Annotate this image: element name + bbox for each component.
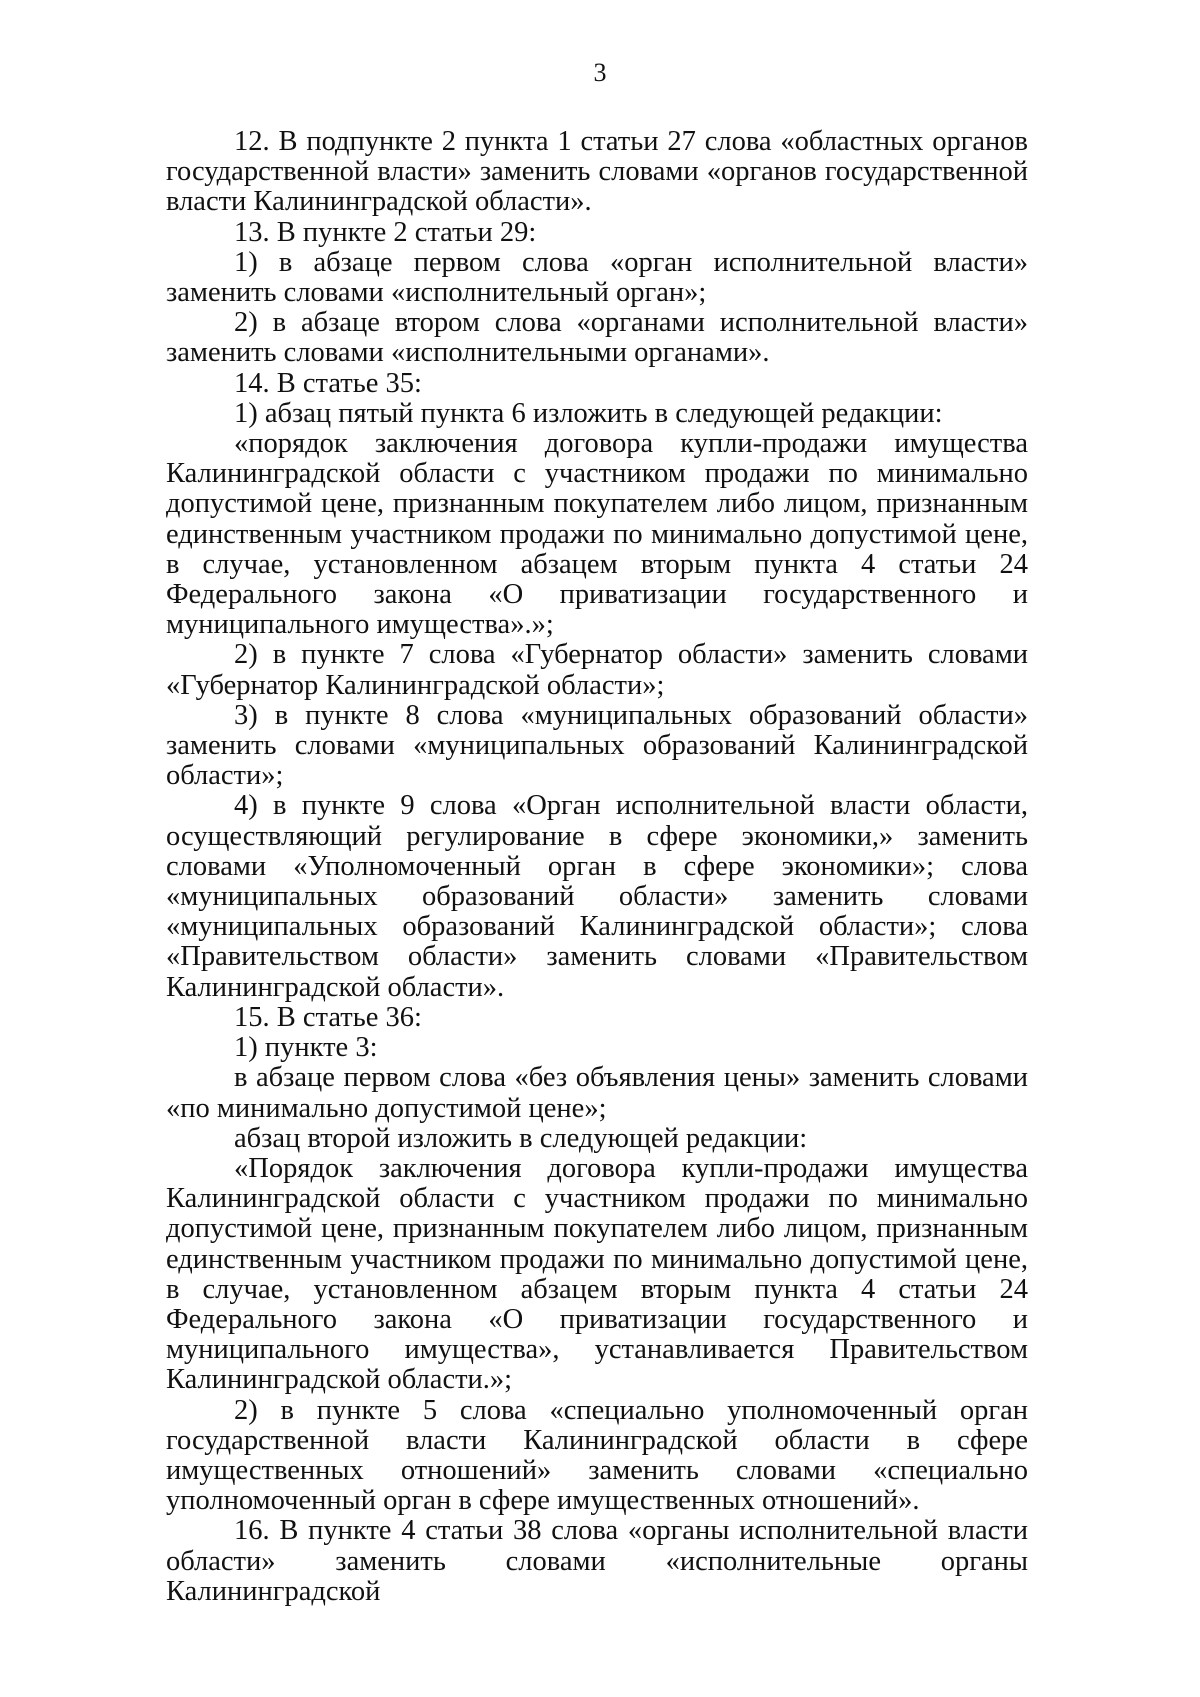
- paragraph-item-15: 15. В статье 36:: [234, 1001, 422, 1033]
- paragraph-item-12: 12. В подпункте 2 пункта 1 статьи 27 слова «областных органов государственной власти» заменить словами «органов государственной власти Калининградской области».: [166, 126, 1028, 218]
- paragraph-15-quote: «Порядок заключения договора купли-продажи имущества Калининградской области с участником продажи по минимально допустимой цене, признанным покупателем либо лицом, признанным единственным участником продажи по минимально допустимой цене, в случае, установленном абзацем вторым пункта 4 статьи 24 Федерального закона «О приватизации государственного и муниципального имущества», устанавливается Правительством Калининградской области.»;: [166, 1152, 1028, 1396]
- paragraph-15-abzac-1: в абзаце первом слова «без объявления цены» заменить словами «по минимально допустимой цене»;: [166, 1062, 1028, 1124]
- paragraph-item-13: 13. В пункте 2 статьи 29:: [234, 216, 537, 248]
- paragraph-14-sub-2: 2) в пункте 7 слова «Губернатор области» заменить словами «Губернатор Калининградской области»;: [166, 639, 1028, 701]
- paragraph-14-sub-3: 3) в пункте 8 слова «муниципальных образований области» заменить словами «муниципальных образований Калининградской области»;: [166, 699, 1028, 792]
- paragraph-15-sub-1: 1) пункте 3:: [234, 1032, 378, 1064]
- paragraph-14-quote: «порядок заключения договора купли-продажи имущества Калининградской области с участником продажи по минимально допустимой цене, признанным покупателем либо лицом, признанным единственным участником продажи по минимально допустимой цене, в случае, установленном абзацем вторым пункта 4 статьи 24 Федерального закона «О приватизации государственного и муниципального имущества».»;: [166, 428, 1028, 641]
- paragraph-item-14: 14. В статье 35:: [234, 367, 422, 399]
- paragraph-item-16: 16. В пункте 4 статьи 38 слова «органы исполнительной власти области» заменить словами «исполнительные органы Калининградской: [166, 1515, 1028, 1607]
- paragraph-15-abzac-2: абзац второй изложить в следующей редакции:: [234, 1122, 808, 1154]
- paragraph-14-sub-4: 4) в пункте 9 слова «Орган исполнительной власти области, осуществляющий регулирование в сфере экономики,» заменить словами «Уполномоченный орган в сфере экономики»; слова «муниципальных образований области» заменить словами «муниципальных образований Калининградской области»; слова «Правительством области» заменить словами «Правительством Калининградской области».: [166, 790, 1028, 1003]
- page-number: 3: [593, 58, 607, 87]
- paragraph-14-sub-1: 1) абзац пятый пункта 6 изложить в следующей редакции:: [234, 397, 943, 429]
- paragraph-15-sub-2: 2) в пункте 5 слова «специально уполномоченный орган государственной власти Калининградской области в сфере имущественных отношений» заменить словами «специально уполномоченный орган в сфере имущественных отношений».: [166, 1394, 1028, 1517]
- document-body: [166, 127, 1028, 1607]
- paragraph-13-sub-1: 1) в абзаце первом слова «орган исполнительной власти» заменить словами «исполнительный орган»;: [166, 246, 1028, 309]
- paragraph-13-sub-2: 2) в абзаце втором слова «органами исполнительной власти» заменить словами «исполнительными органами».: [166, 307, 1028, 369]
